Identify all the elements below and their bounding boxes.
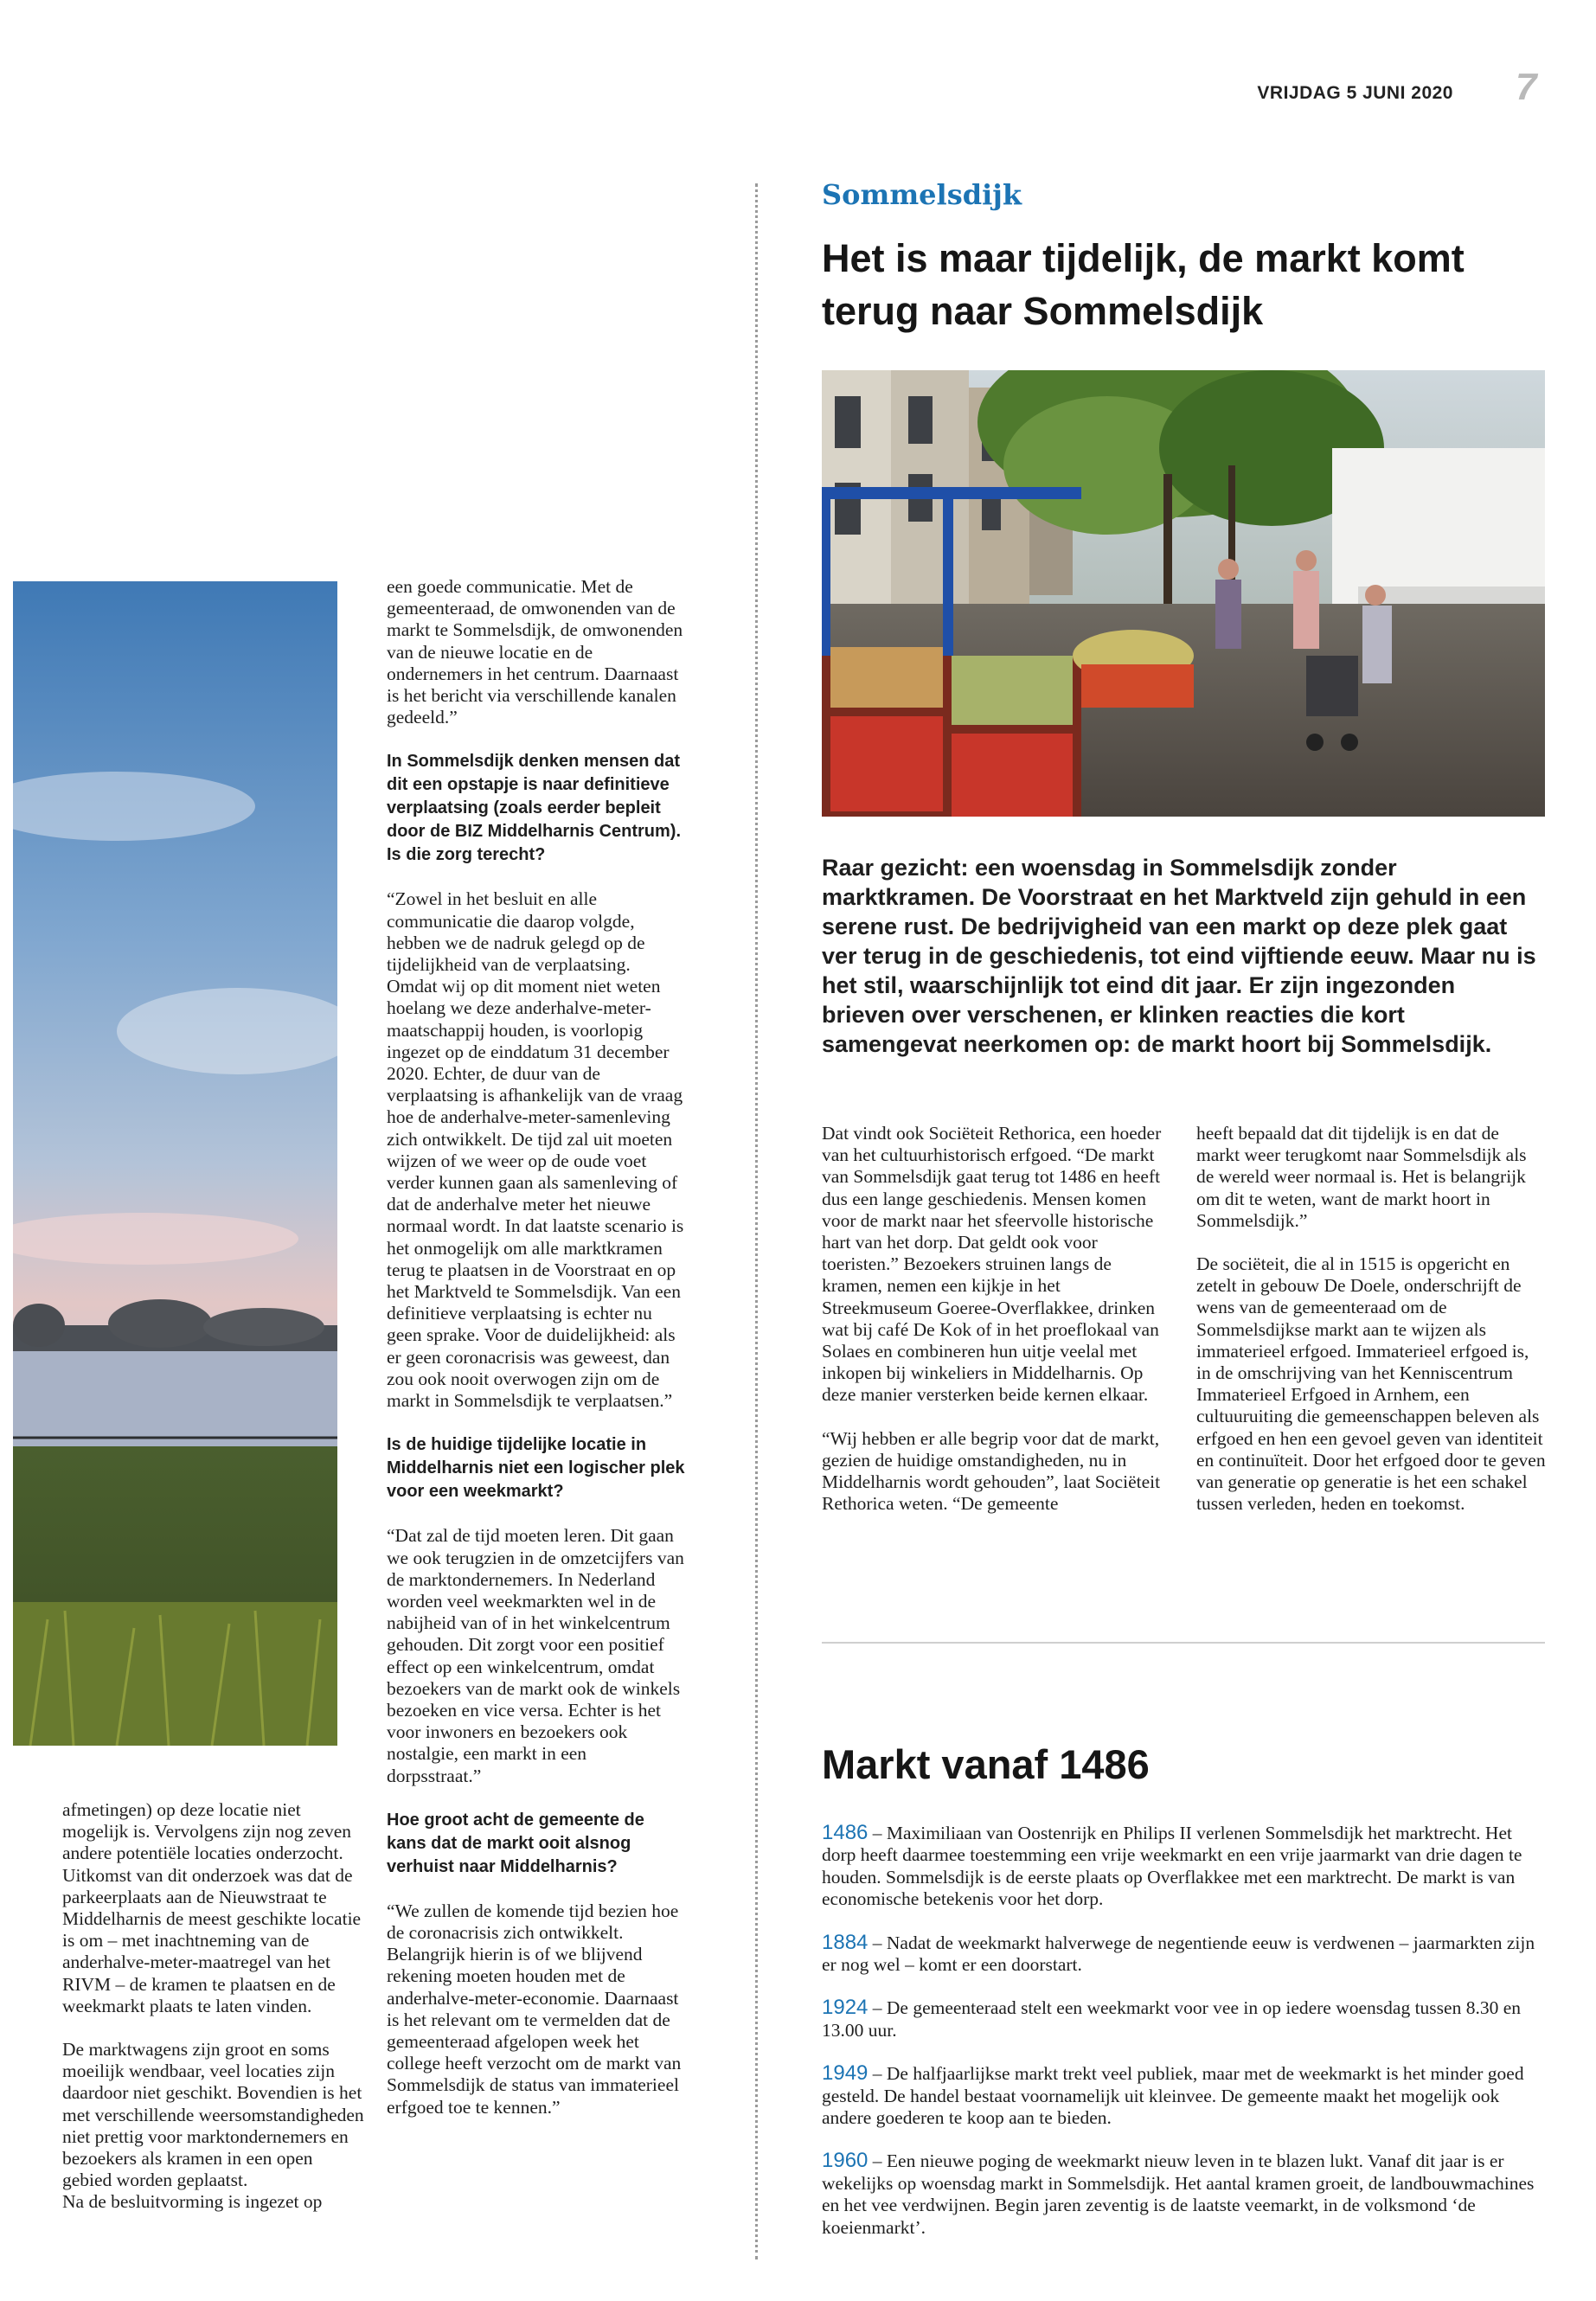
paragraph: “We zullen de komende tijd bezien hoe de coronacrisis zich ontwikkelt. Belangrijk hierin is of we blijvend rekening moeten houden met de anderhalve-meter-economie. Daarnaast is het relevant om te vermelden dat de gemeenteraad afgelopen week het college heeft verzocht om de markt van Sommelsdijk de status van immaterieel erfgoed toe te kennen.”: [387, 1900, 682, 2118]
market-photo: [822, 370, 1545, 817]
timeline-text: – De halfjaarlijkse markt trekt veel publiek, maar met de weekmarkt is het minder goed gesteld. De handel bestaat voornamelijk uit kleinvee. De gemeente maakt het mogelijk ook andere goederen te koop aan te bieden.: [822, 2063, 1524, 2129]
paragraph: “Zowel in het besluit en alle communicatie die daarop volgde, hebben we de nadruk gelegd op de tijdelijkheid van de verplaatsing. Omdat wij op dit moment niet weten hoelang we deze anderhalve-meter-maatschappij houden, is voorlopig ingezet op de einddatum 31 december 2020. Echter, de duur van de verplaatsing is afhankelijk van de vraag hoe de anderhalve-meter-samenleving zich ontwikkelt. De tijd zal uit moeten wijzen of we weer op de oude voet verder kunnen gaan als samenleving of dat de anderhalve meter het nieuwe normaal wordt. In dat laatste scenario is het onmogelijk om alle marktkramen terug te plaatsen in de Voorstraat en op het Marktveld te Sommelsdijk. Van een definitieve verplaatsing is echter nu geen sprake. Voor de duidelijkheid: als er geen coronacrisis was geweest, dan zou ook nooit overwogen zijn om de markt in Sommelsdijk te verplaatsen.”: [387, 888, 684, 1412]
article-lead: Raar gezicht: een woensdag in Sommelsdijk zonder marktkramen. De Voorstraat en het Marktveld zijn gehuld in een serene rust. De bedrijvigheid van een markt op deze plek gaat ver terug in de geschiedenis, tot eind vijftiende eeuw. Maar nu is het stil, waarschijnlijk tot eind dit jaar. Er zijn ingezonden brieven over verschenen, er klinken reacties die kort samengevat neerkomen op: de markt hoort bij Sommelsdijk.: [822, 855, 1536, 1057]
timeline-year: 1486: [822, 1821, 869, 1844]
interview-question: Is de huidige tijdelijke locatie in Middelharnis niet een logischer plek voor een weekmarkt?: [387, 1435, 685, 1502]
paragraph: De marktwagens zijn groot en soms moeilijk wendbaar, veel locaties zijn daardoor niet geschikt. Bovendien is het met verschillende weersomstandigheden niet prettig voor marktondernemers en bezoekers als kramen in een open gebied worden geplaatst.: [62, 2039, 364, 2191]
box-title: Markt vanaf 1486: [822, 1741, 1150, 1787]
interview-question: Hoe groot acht de gemeente de kans dat de markt ooit alsnog verhuist naar Middelharnis?: [387, 1810, 644, 1876]
right-column-2: [1196, 1123, 1547, 1515]
paragraph: Na de besluitvorming is ingezet op: [62, 2191, 323, 2213]
landscape-photo: [13, 581, 337, 1746]
paragraph: “Dat zal de tijd moeten leren. Dit gaan we ook terugzien in de omzetcijfers van de marktondernemers. In Nederland worden veel weekmarkten wel in de nabijheid van of in het winkelcentrum gehouden. Dit zorgt voor een positief effect op een winkelcentrum, omdat bezoekers van de markt ook de winkels bezoeken en vice versa. Echter is het voor inwoners en bezoekers ook nostalgie, een markt in een dorpsstraat.”: [387, 1525, 684, 1786]
paragraph: “Wij hebben er alle begrip voor dat de markt, gezien de huidige omstandigheden, nu in Middelharnis wordt gehouden”, laat Sociëteit Rethorica weten. “De gemeente: [822, 1427, 1161, 1515]
section-divider: [822, 1642, 1545, 1644]
timeline-item: [822, 1822, 1545, 1911]
paragraph: afmetingen) op deze locatie niet mogelijk is. Vervolgens zijn nog zeven andere potentiële locaties onderzocht. Uitkomst van dit onderzoek was dat de parkeerplaats aan de Nieuwstraat te Middelharnis de meest geschikte locatie is om – met inachtneming van de anderhalve-meter-maatregel van het RIVM – de kramen te plaatsen en de weekmarkt plaats te laten vinden.: [62, 1799, 362, 2016]
timeline-item: [822, 1997, 1545, 2041]
paragraph: De sociëteit, die al in 1515 is opgericht en zetelt in gebouw De Doele, onderschrijft de wens van de gemeenteraad om de Sommelsdijkse markt aan te wijzen als immaterieel erfgoed. Immaterieel erfgoed is, in de omschrijving van het Kenniscentrum Immaterieel Erfgoed in Arnhem, een cultuuruiting die gemeenschappen beleven als erfgoed en hen een gevoel geven van identiteit en continuïteit. Door het erfgoed door te geven van generatie op generatie is het een schakel tussen verleden, heden en toekomst.: [1196, 1253, 1546, 1515]
column-divider: [755, 183, 758, 2259]
paragraph: een goede communicatie. Met de gemeenteraad, de omwonenden van de markt te Sommelsdijk, de omwonenden van de nieuwe locatie en de ondernemers in het centrum. Daarnaast is het bericht via verschillende kanalen gedeeld.”: [387, 576, 683, 728]
page-number: 7: [1516, 66, 1537, 108]
article-kicker: Sommelsdijk: [822, 178, 1022, 211]
timeline-text: – Nadat de weekmarkt halverwege de negentiende eeuw is verdwenen – jaarmarkten zijn er nog wel – komt er een doorstart.: [822, 1932, 1535, 1976]
issue-date: VRIJDAG 5 JUNI 2020: [1257, 83, 1453, 103]
left-column: [62, 1799, 365, 2214]
middle-column: [387, 576, 685, 2118]
timeline-item: [822, 1932, 1545, 1977]
timeline-year: 1949: [822, 2061, 869, 2086]
article-headline: Het is maar tijdelijk, de markt komt terug naar Sommelsdijk: [822, 236, 1465, 333]
paragraph: heeft bepaald dat dit tijdelijk is en dat de markt weer terugkomt naar Sommelsdijk als de wereld weer normaal is. Het is belangrijk om dit te weten, want de markt hoort in Sommelsdijk.”: [1196, 1123, 1527, 1231]
timeline-item: [822, 2062, 1545, 2129]
interview-question: In Sommelsdijk denken mensen dat dit een opstapje is naar definitieve verplaatsing (zoals eerder bepleit door de BIZ Middelharnis Centrum). Is die zorg terecht?: [387, 752, 682, 865]
paragraph: Dat vindt ook Sociëteit Rethorica, een hoeder van het cultuurhistorisch erfgoed. “De markt van Sommelsdijk gaat terug tot 1486 en heeft dus een lange geschiedenis. Mensen komen voor de markt naar het sfeervolle historische hart van het dorp. Dat geldt ook voor toeristen.” Bezoekers struinen langs de kramen, nemen een kijkje in het Streekmuseum Goeree-Overflakkee, drinken wat bij café De Kok of in het proeflokaal van Solaes en combineren hun uitje veelal met inkopen bij winkeliers in Middelharnis. Op deze manier versterken beide kernen elkaar.: [822, 1123, 1162, 1406]
timeline-text: – Een nieuwe poging de weekmarkt nieuw leven in te blazen lukt. Vanaf dit jaar is er wekelijks op woensdag markt in Sommelsdijk. Het aantal kramen groeit, de landbouwmachines en het vee verdwijnen. Begin jaren zeventig is de laatste veemarkt, in de volksmond ‘de koeienmarkt’.: [822, 2150, 1535, 2238]
timeline-year: 1884: [822, 1930, 869, 1954]
timeline-text: – Maximiliaan van Oostenrijk en Philips II verlenen Sommelsdijk het marktrecht. Het dorp heeft daarmee toestemming een vrije weekmarkt en een vrije jaarmarkt van drie dagen te houden. Sommelsdijk is de eerste plaats op Overflakkee met een marktrecht. De markt is van economische betekenis voor het dorp.: [822, 1823, 1522, 1910]
timeline-item: [822, 2150, 1545, 2239]
timeline-year: 1924: [822, 1996, 869, 2020]
timeline-text: – De gemeenteraad stelt een weekmarkt voor vee in op iedere woensdag tussen 8.30 en 13.00 uur.: [822, 1997, 1522, 2041]
timeline: [822, 1822, 1545, 2259]
right-column-1: [822, 1123, 1172, 1515]
timeline-year: 1960: [822, 2149, 869, 2173]
